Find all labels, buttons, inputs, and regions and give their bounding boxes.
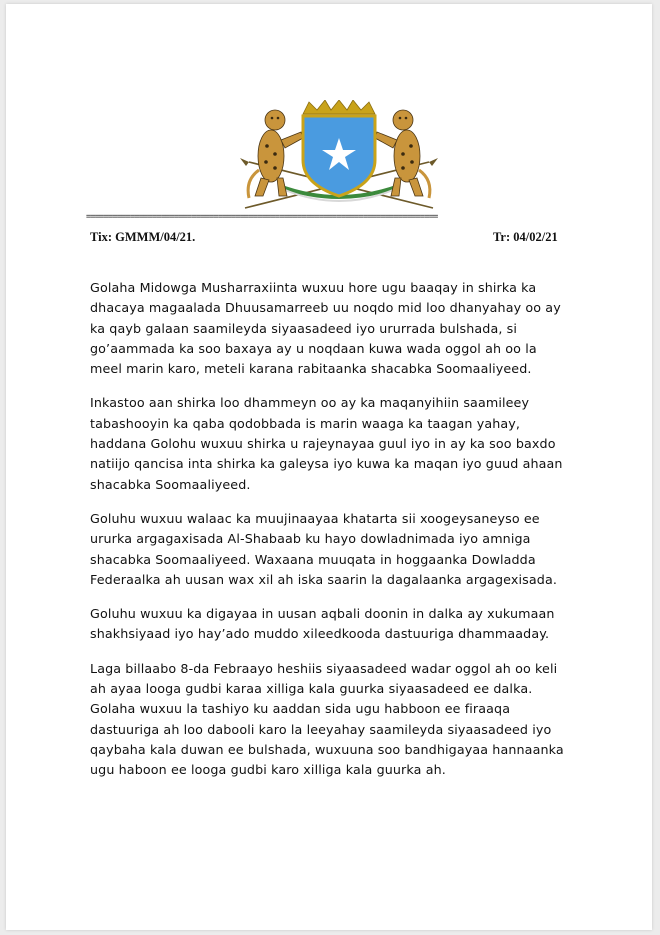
paragraph: Laga billaabo 8-da Febraayo heshiis siyaasadeed wadar oggol ah oo keli ah ayaa looga gudbi karaa xilliga kala guurka siyaasadeed ee dalka. Golaha wuxuu la tashiyo ku aaddan sida ugu habboon ee firaaqa dastuuriga ah loo dabooli karo la leeyahay saamileyda siyaasadeed iyo qaybaha kala duwan ee bulshada, wuxuuna soo bandhigayaa hannaanka ugu haboon ee looga gudbi karo xilliga kala guurka ah. — [90, 660, 564, 778]
document-date: Tr: 04/02/21 — [493, 230, 558, 244]
paragraph: Goluhu wuxuu ka digayaa in uusan aqbali doonin in dalka ay xukumaan shakhsiyaad iyo hay’ado muddo xileedkooda dastuuriga dhammaaday. — [90, 606, 555, 642]
paragraph: Inkastoo aan shirka loo dhammeyn oo ay ka maqanyihiin saamileey tabashooyin ka qaba qodobbada is marin waaga ka taagan yahay, haddana Golohu wuxuu shirka u rajeynayaa guul iyo in ay ka soo baxdo natiijo qancisa inta shirka ka galeysa iyo kuwa ka maqan iyo guud ahaan shacabka Soomaaliyeed. — [90, 395, 563, 492]
header-separator: ================================================================================ — [86, 212, 438, 222]
paragraph: Goluhu wuxuu walaac ka muujinaayaa khatarta sii xoogeysaneyso ee ururka argagaxisada Al-Shabaab ku hayo dowladnimada iyo amniga shacabka Soomaaliyeed. Waxaana muuqata in hoggaanka Dowladda Federaalka ah uusan wax xil ah iska saarin la dagalaanka argagexisada. — [90, 510, 558, 587]
paragraph: Golaha Midowga Musharraxiinta wuxuu hore ugu baaqay in shirka ka dhacaya magaalada Dhuusamarreeb uu noqdo mid loo dhanyahay oo ay ka qayb galaan saamileyda siyaasadeed iyo ururrada bulshada, si go’aammada ka soo baxaya ay u noqdaan kuwa wada oggol ah oo la meel marin karo, meteli karana rabitaanka shacabka Soomaaliyeed. — [90, 280, 561, 377]
reference-number: Tix: GMMM/04/21. — [90, 230, 196, 244]
somalia-coat-of-arms-icon — [239, 100, 439, 212]
document-page — [6, 4, 652, 930]
letter-body — [90, 278, 570, 795]
